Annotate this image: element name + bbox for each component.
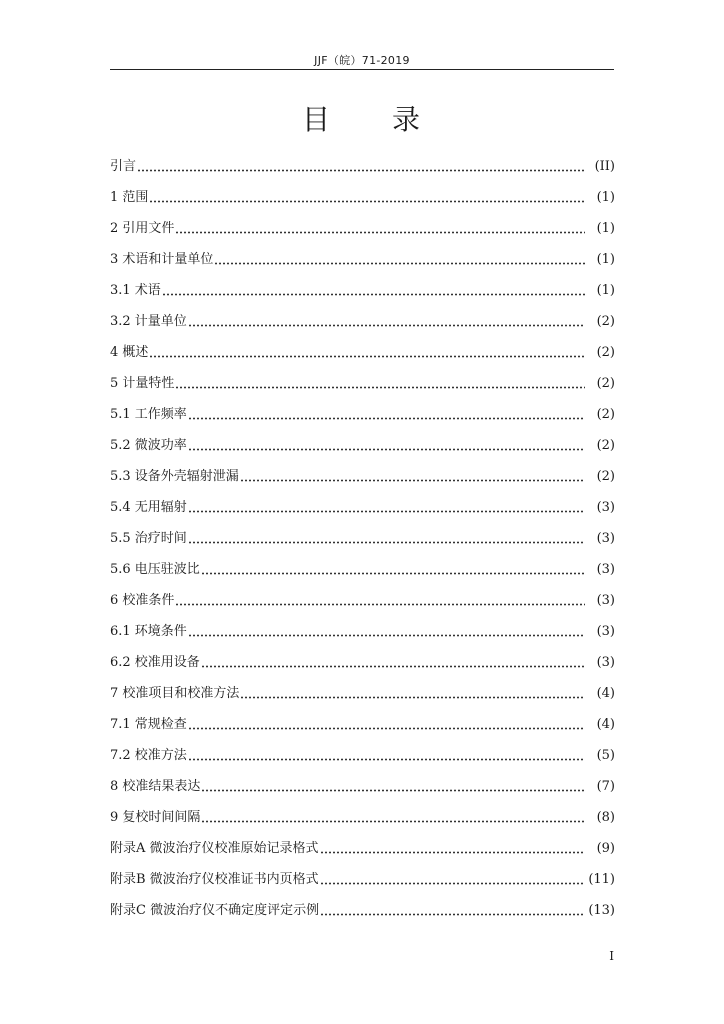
toc-entry-page: (3) <box>596 531 615 546</box>
toc-dot-leader <box>188 727 585 730</box>
toc-entry-label: 5.2 微波功率 <box>110 438 187 453</box>
toc-entry-label: 引言 <box>110 159 137 174</box>
toc-entry-label: 5.1 工作频率 <box>110 407 187 422</box>
toc-entry-page: (2) <box>596 469 615 484</box>
toc-entry[interactable] <box>110 239 615 270</box>
toc-entry[interactable] <box>110 301 615 332</box>
toc-dot-leader <box>320 882 585 885</box>
toc-entry-label: 3.2 计量单位 <box>110 314 187 329</box>
toc-dot-leader <box>214 262 585 265</box>
toc-entry[interactable] <box>110 518 615 549</box>
toc-entry[interactable] <box>110 642 615 673</box>
toc-dot-leader <box>175 386 585 389</box>
page-number: I <box>609 949 614 963</box>
toc-entry[interactable] <box>110 611 615 642</box>
toc-entry-label: 6.1 环境条件 <box>110 624 187 639</box>
toc-entry[interactable] <box>110 828 615 859</box>
toc-entry[interactable] <box>110 859 615 890</box>
toc-entry-page: (13) <box>588 903 615 918</box>
toc-dot-leader <box>188 541 585 544</box>
toc-entry[interactable] <box>110 146 615 177</box>
toc-entry[interactable] <box>110 425 615 456</box>
toc-entry-page: (2) <box>596 314 615 329</box>
toc-entry-label: 6.2 校准用设备 <box>110 655 200 670</box>
toc-dot-leader <box>188 324 585 327</box>
toc-entry[interactable] <box>110 363 615 394</box>
toc-entry-page: (3) <box>596 655 615 670</box>
toc-entry-label: 9 复校时间间隔 <box>110 810 201 825</box>
toc-entry[interactable] <box>110 456 615 487</box>
toc-entry[interactable] <box>110 797 615 828</box>
toc-entry-page: (8) <box>596 810 615 825</box>
toc-dot-leader <box>137 169 585 172</box>
toc-dot-leader <box>201 572 585 575</box>
toc-entry-page: (5) <box>596 748 615 763</box>
toc-entry[interactable] <box>110 487 615 518</box>
toc-entry-label: 5.6 电压驻波比 <box>110 562 200 577</box>
toc-entry-page: (11) <box>588 872 615 887</box>
toc-entry-label: 5 计量特性 <box>110 376 175 391</box>
toc-entry-page: (2) <box>596 376 615 391</box>
toc-entry[interactable] <box>110 177 615 208</box>
toc-entry[interactable] <box>110 890 615 921</box>
toc-entry-page: (9) <box>596 841 615 856</box>
toc-entry-page: (4) <box>596 686 615 701</box>
toc-entry[interactable] <box>110 704 615 735</box>
toc-entry-label: 3 术语和计量单位 <box>110 252 214 267</box>
toc-entry-page: (3) <box>596 593 615 608</box>
toc-entry-label: 7 校准项目和校准方法 <box>110 686 240 701</box>
toc-dot-leader <box>175 231 585 234</box>
toc-dot-leader <box>201 789 585 792</box>
toc-dot-leader <box>201 665 585 668</box>
toc-entry-page: (3) <box>596 500 615 515</box>
toc-entry-label: 附录A 微波治疗仪校准原始记录格式 <box>110 841 319 856</box>
toc-entry-label: 6 校准条件 <box>110 593 175 608</box>
toc-dot-leader <box>188 510 585 513</box>
toc-entry[interactable] <box>110 580 615 611</box>
toc-entry-label: 5.4 无用辐射 <box>110 500 187 515</box>
toc-entry-label: 附录B 微波治疗仪校准证书内页格式 <box>110 872 319 887</box>
toc-entry-page: (1) <box>596 283 615 298</box>
toc-entry-label: 1 范围 <box>110 190 149 205</box>
toc-dot-leader <box>188 634 585 637</box>
toc-entry-label: 附录C 微波治疗仪不确定度评定示例 <box>110 903 320 918</box>
toc-dot-leader <box>162 293 585 296</box>
header-rule <box>110 69 614 70</box>
toc-entry-label: 5.5 治疗时间 <box>110 531 187 546</box>
toc-entry[interactable] <box>110 208 615 239</box>
toc-entry-page: (3) <box>596 624 615 639</box>
toc-entry-label: 8 校准结果表达 <box>110 779 201 794</box>
toc-dot-leader <box>240 479 585 482</box>
toc-entry-page: (1) <box>596 190 615 205</box>
toc-dot-leader <box>149 200 585 203</box>
toc-dot-leader <box>201 820 585 823</box>
toc-entry-page: (2) <box>596 438 615 453</box>
toc-entry-page: (3) <box>596 562 615 577</box>
toc-entry-label: 4 概述 <box>110 345 149 360</box>
toc-dot-leader <box>149 355 585 358</box>
toc-entry-label: 3.1 术语 <box>110 283 161 298</box>
toc-entry[interactable] <box>110 549 615 580</box>
toc-entry-page: (2) <box>596 345 615 360</box>
toc-entry-page: (II) <box>594 159 615 174</box>
toc-entry[interactable] <box>110 270 615 301</box>
toc-entry[interactable] <box>110 673 615 704</box>
toc-dot-leader <box>320 913 584 916</box>
toc-entry-label: 7.2 校准方法 <box>110 748 187 763</box>
toc-entry[interactable] <box>110 735 615 766</box>
toc-entry-page: (2) <box>596 407 615 422</box>
toc-entry-page: (4) <box>596 717 615 732</box>
toc-entry-page: (1) <box>596 221 615 236</box>
toc-dot-leader <box>320 851 585 854</box>
toc-entry-label: 5.3 设备外壳辐射泄漏 <box>110 469 239 484</box>
page-title: 目 录 <box>301 103 422 136</box>
toc-dot-leader <box>188 758 585 761</box>
toc-entry-label: 7.1 常规检查 <box>110 717 187 732</box>
toc-entry[interactable] <box>110 332 615 363</box>
toc-dot-leader <box>188 448 585 451</box>
toc-entry-page: (7) <box>596 779 615 794</box>
toc-entry-label: 2 引用文件 <box>110 221 175 236</box>
toc-dot-leader <box>240 696 585 699</box>
document-header-code: JJF（皖）71-2019 <box>314 54 410 67</box>
toc-entry-page: (1) <box>596 252 615 267</box>
toc-entry[interactable] <box>110 394 615 425</box>
toc-dot-leader <box>175 603 585 606</box>
toc-dot-leader <box>188 417 585 420</box>
table-of-contents <box>110 146 615 921</box>
toc-entry[interactable] <box>110 766 615 797</box>
